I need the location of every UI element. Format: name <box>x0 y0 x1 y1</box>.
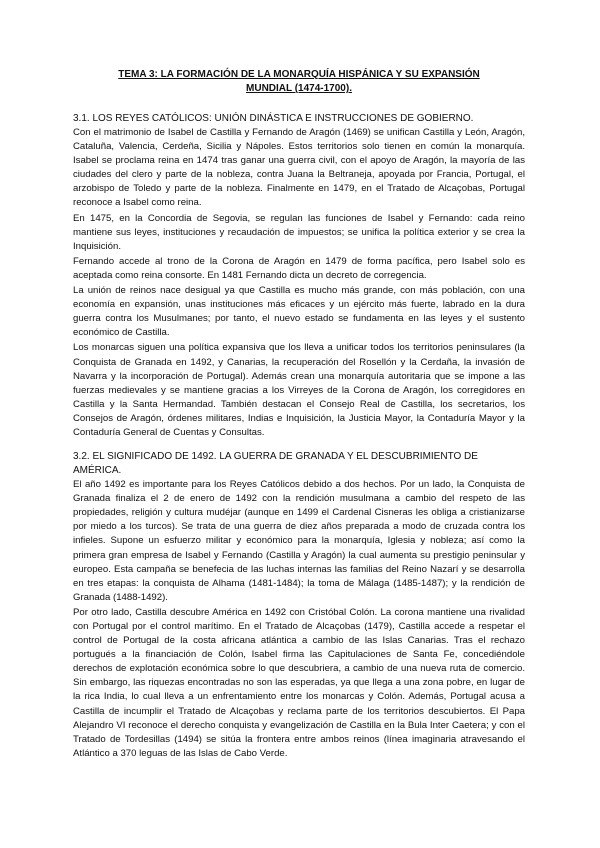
paragraph: La unión de reinos nace desigual ya que Castilla es mucho más grande, con más población, con una economía en expansión, unas instituciones más eficaces y un ejército más fuerte, labrado en la dura guerra contra los Musulmanes; por tanto, el nuevo estado se fundamenta en las leyes y el sustento económico de Castilla. <box>73 285 525 339</box>
document-title: TEMA 3: LA FORMACIÓN DE LA MONARQUÍA HISPÁNICA Y SU EXPANSIÓN MUNDIAL (1474-1700). <box>118 69 480 94</box>
paragraph: Con el matrimonio de Isabel de Castilla y Fernando de Aragón (1469) se unifican Castilla y León, Aragón, Cataluña, Valencia, Cerdeña, Sicilia y Nápoles. Estos territorios solo tienen en común la monarquía. Isabel se proclama reina en 1474 tras ganar una guerra civil, con el apoyo de Aragón, la mayoría de las ciudades del clero y parte de la nobleza, contra Juana la Beltraneja, apoyada por Francia, Portugal, el arzobispo de Toledo y parte de la nobleza. Finalmente en 1479, en el Tratado de Alcaçobas, Portugal reconoce a Isabel como reina. <box>73 127 525 209</box>
paragraph: Los monarcas siguen una política expansiva que los lleva a unificar todos los territorios peninsulares (la Conquista de Granada en 1492, y Canarias, la recuperación del Rosellón y la Cerdaña, la invasión de Navarra y la incorporación de Portugal). Además crean una monarquía autoritaria que se impone a las fuerzas medievales y se mantiene gracias a los Virreyes de la Corona de Aragón, los corregidores en Castilla y la Santa Hermandad. También destacan el Consejo Real de Castilla, los secretarios, los Consejos de Aragón, órdenes militares, Indias e Inquisición, la Justicia Mayor, la Contaduría Mayor y la Contaduría General de Cuentas y Consultas. <box>73 342 525 438</box>
paragraph: Por otro lado, Castilla descubre América en 1492 con Cristóbal Colón. La corona mantiene una rivalidad con Portugal por el control marítimo. En el Tratado de Alcaçobas (1479), Castilla accede a respetar el control de Portugal de la costa africana atlántica a cambio de las Islas Canarias. Tras el rechazo portugués a la financiación de Colón, Isabel firma las Capitulaciones de Santa Fe, concediéndole derechos de explotación económica sobre lo que descubriera, a cambio de una nueva ruta de comercio. Sin embargo, las riquezas encontradas no son las esperadas, ya que llega a una zona pobre, en lugar de la rica India, lo cual lleva a un enfrentamiento entre los monarcas y Colón. Además, Portugal acusa a Castilla de incumplir el Tratado de Alcaçobas y reclama parte de los territorios descubiertos. El Papa Alejandro VI reconoce el derecho conquista y evangelización de Castilla en la Bula Inter Caetera; y con el Tratado de Tordesillas (1494) se sitúa la frontera entre ambos reinos (línea imaginaria atravesando el Atlántico a 370 leguas de las Islas de Cabo Verde. <box>73 606 525 759</box>
section-heading: 3.2. EL SIGNIFICADO DE 1492. LA GUERRA DE GRANADA Y EL DESCUBRIMIENTO DE AMÉRICA. <box>73 451 478 477</box>
section-reyes-catolicos <box>73 112 525 440</box>
document-page <box>73 68 525 771</box>
paragraph: En 1475, en la Concordia de Segovia, se regulan las funciones de Isabel y Fernando: cada reino mantiene sus leyes, instituciones y recaudación de impuestos; se unifica la política exterior y se crea la Inquisición. <box>73 212 525 252</box>
paragraph: Fernando accede al trono de la Corona de Aragón en 1479 de forma pacífica, pero Isabel solo es aceptada como reina consorte. En 1481 Fernando dicta un decreto de corregencia. <box>73 255 525 281</box>
paragraph: El año 1492 es importante para los Reyes Católicos debido a dos hechos. Por un lado, la Conquista de Granada finaliza el 2 de enero de 1492 con la rendición musulmana a cambio del respeto de las propiedades, religión y cultura mudéjar (aunque en 1499 el Cardenal Cisneras les obliga a cristianizarse por miedo a los turcos). Se trata de una guerra de diez años preparada a modo de cruzada contra los infieles. Supone un esfuerzo militar y económico para la monarquía, Iglesia y nobleza; así como la primera gran empresa de Isabel y Fernando (Castilla y Aragón) la cual aumenta su prestigio peninsular y europeo. Esta campaña se benefecia de las luchas internas las familias del Reino Nazarí y se desarrolla en tres etapas: la conquista de Alhama (1481-1484); la toma de Málaga (1485-1487); y la rendición de Granada (1488-1492). <box>73 479 525 603</box>
section-1492 <box>73 450 525 761</box>
section-heading: 3.1. LOS REYES CATÓLICOS: UNIÓN DINÁSTICA E INSTRUCCIONES DE GOBIERNO. <box>73 113 474 124</box>
